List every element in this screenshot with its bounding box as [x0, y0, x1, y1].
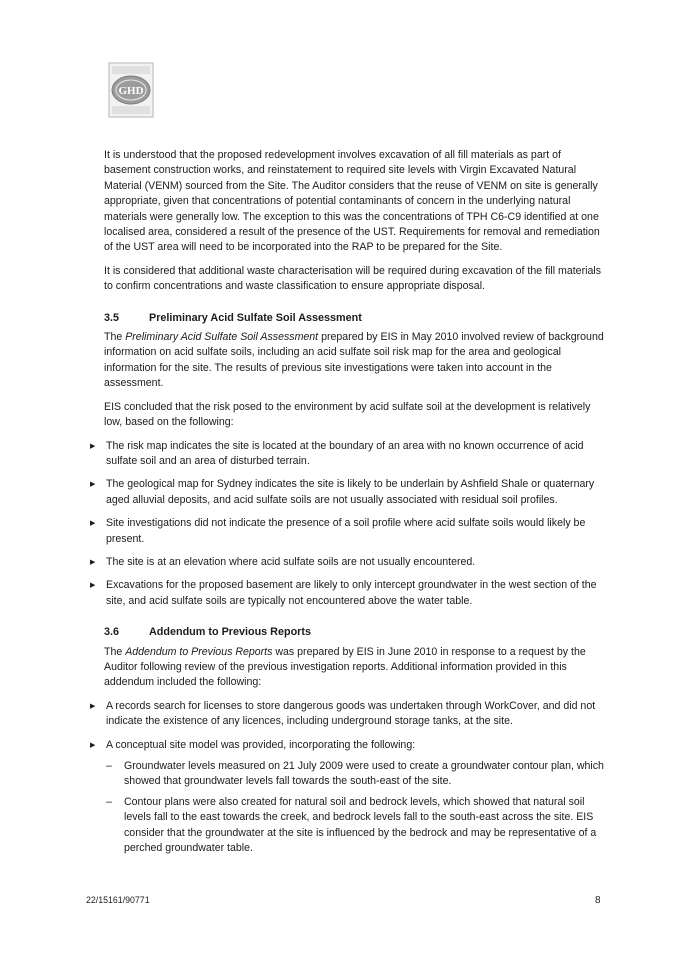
section-number: 3.6: [104, 626, 120, 639]
page-content: [90, 148, 604, 864]
section-title: Addendum to Previous Reports: [149, 626, 311, 639]
bullet-item: ▶ The site is at an elevation where acid sulfate soils are not usually encountered.: [90, 555, 476, 568]
dash-icon: –: [106, 795, 112, 808]
section-3-5-heading: [104, 311, 604, 326]
bullet-icon: ▶: [90, 741, 96, 749]
intro-paragraph-1: It is understood that the proposed redevelopment involves excavation of all fill materials as part of basement construction works, and reinstatement to required site levels with Virgin Excavated Natural Material (VENM) sourced from the Site. The Auditor considers that the reuse of VENM on site is generally appropriate, given that concentrations of potential contaminants of concern in the underlying natural materials were generally low. The exception to this was the concentrations of TPH C6-C9 identified at one localised area, considered a result of the presence of the UST. Requirements for removal and remediation of the UST area will need to be incorporated into the RAP to be prepared for the Site.: [104, 149, 600, 254]
ghd-logo: [108, 62, 154, 118]
document-reference: 22/15161/90771: [86, 895, 150, 905]
bullet-item: ▶ A conceptual site model was provided, incorporating the following: – Groundwater levels measured on 21 July 2009 were used to create a groundwater contour plan, which showed that groundwater levels fall towards the south-east of the site. – Contour plans were also created for natural soil and bedrock levels, which showed that natural soil levels fall to the east towards the creek, and bedrock levels fall to the south-east across the site. EIS consider that the groundwater at the site is influenced by the bedrock and may be representative of a perched groundwater table.: [92, 738, 604, 857]
section-3-5-paragraph-1: The Preliminary Acid Sulfate Soil Assessment prepared by EIS in May 2010 involved review of background information on acid sulfate soils, including an acid sulfate soil risk map for the area and geological information for the site. The results of previous site investigations were taken into account in the assessment.: [104, 331, 604, 390]
svg-text:GHD: GHD: [118, 85, 144, 97]
report-title: Addendum to Previous Reports: [125, 645, 273, 658]
intro-paragraph-2: It is considered that additional waste characterisation will be required during excavation of the fill materials to confirm concentrations and waste classification to ensure appropriate disposal.: [104, 264, 601, 293]
sub-list-item: – Contour plans were also created for natural soil and bedrock levels, which showed that natural soil levels fall to the east towards the creek, and bedrock levels fall to the south-east across the site. EIS consider that the groundwater at the site is influenced by the bedrock and may be representative of a perched groundwater table.: [106, 795, 597, 855]
sub-list-item: – Groundwater levels measured on 21 July 2009 were used to create a groundwater contour plan, which showed that groundwater levels fall towards the south-east of the site.: [106, 760, 604, 788]
bullet-icon: ▶: [90, 702, 96, 710]
bullet-icon: ▶: [90, 558, 96, 566]
section-3-6-bullet-list: [90, 699, 604, 857]
bullet-item: ▶ A records search for licenses to store dangerous goods was undertaken through WorkCover, and did not indicate the existence of any licences, including underground storage tanks, at the site.: [90, 699, 596, 728]
page-number: 8: [595, 895, 601, 906]
bullet-item: ▶ Excavations for the proposed basement are likely to only intercept groundwater in the west section of the site, and acid sulfate soils are typically not encountered above the water table.: [90, 579, 597, 607]
section-3-6-paragraph-1: The Addendum to Previous Reports was prepared by EIS in June 2010 in response to a request by the Auditor following review of the previous investigation reports. Additional information provided in this addendum included the following:: [104, 645, 586, 689]
section-3-5-bullet-list: [90, 439, 604, 610]
bullet-icon: ▶: [90, 520, 96, 528]
bullet-item: ▶ The risk map indicates the site is located at the boundary of an area with no known occurrence of acid sulfate soil and an area of disturbed terrain.: [90, 439, 584, 467]
bullet-item: ▶ Site investigations did not indicate the presence of a soil profile where acid sulfate soils would likely be present.: [90, 517, 586, 545]
dash-icon: –: [106, 760, 112, 772]
section-3-6-heading: [104, 625, 604, 640]
section-number: 3.5: [104, 311, 120, 324]
sub-list: [106, 759, 604, 856]
bullet-item: ▶ The geological map for Sydney indicates the site is likely to be underlain by Ashfield Shale or quaternary aged alluvial deposits, and acid sulfate soils are not usually associated with residual soil profiles.: [90, 478, 595, 506]
report-title: Preliminary Acid Sulfate Soil Assessment: [125, 331, 319, 344]
bullet-icon: ▶: [90, 442, 96, 450]
section-3-5-paragraph-2: EIS concluded that the risk posed to the environment by acid sulfate soil at the development is relatively low, based on the following:: [104, 400, 591, 429]
bullet-icon: ▶: [90, 481, 96, 489]
section-title: Preliminary Acid Sulfate Soil Assessment: [149, 311, 362, 324]
bullet-icon: ▶: [90, 582, 96, 590]
